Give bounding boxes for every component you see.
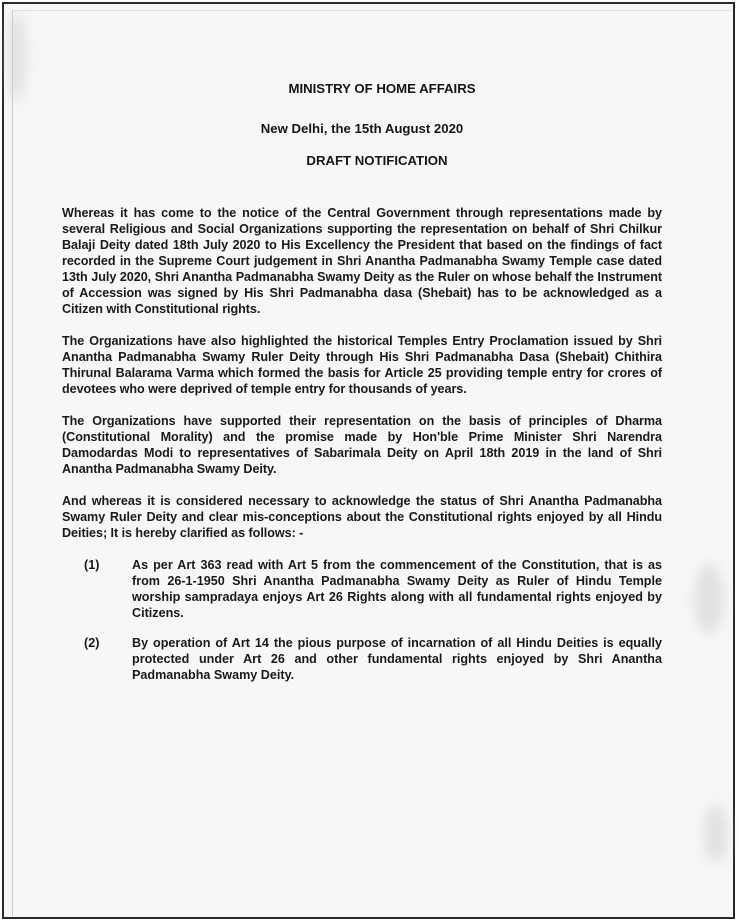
document-frame	[2, 2, 735, 919]
scan-smudge	[8, 12, 26, 102]
date-line	[62, 121, 662, 137]
list-item	[84, 557, 662, 621]
paragraph-clarification: And whereas it is considered necessary to acknowledge the status of Shri Anantha Padmanabha Swamy Ruler Deity and clear mis-conceptions about the Constitutional rights enjoyed by all Hindu Deities; It is hereby clarified as follows: -	[62, 494, 662, 540]
date-text: New Delhi, the 15th August 2020	[260, 121, 464, 136]
ministry-heading: MINISTRY OF HOME AFFAIRS	[288, 81, 476, 96]
scan-smudge	[694, 564, 724, 634]
list-item	[84, 635, 662, 683]
scan-smudge	[704, 804, 728, 864]
paragraph-dharma: The Organizations have supported their representation on the basis of principles of Dharma (Constitutional Morality) and the promise made by Hon'ble Prime Minister Shri Narendra Damodardas Modi to representatives of Sabarimala Deity on April 18th 2019 in the land of Shri Anantha Padmanabha Swamy Deity.	[62, 414, 662, 476]
document-page	[62, 76, 662, 683]
paragraph-temple-entry: The Organizations have also highlighted the historical Temples Entry Proclamation issued by Shri Anantha Padmanabha Swamy Ruler Deity through His Shri Padmanabha Dasa (Shebait) Chithira Thirunal Balarama Varma which formed the basis for Article 25 providing temple entry for crores of devotees who were deprived of temple entry for thousands of years.	[62, 334, 662, 396]
item-text: By operation of Art 14 the pious purpose of incarnation of all Hindu Deities is equally protected under Art 26 and other fundamental rights enjoyed by Shri Anantha Padmanabha Swamy Deity.	[132, 636, 662, 682]
paragraph-whereas: Whereas it has come to the notice of the Central Government through representations made by several Religious and Social Organizations supporting the representation on behalf of Shri Chilkur Balaji Deity dated 18th July 2020 to His Excellency the President that based on the findings of fact recorded in the Supreme Court judgement in Shri Anantha Padmanabha Swamy Temple case dated 13th July 2020, Shri Anantha Padmanabha Swamy Deity as the Ruler on whose behalf the Instrument of Accession was signed by His Shri Padmanabha dasa (Shebait) has to be acknowledged as a Citizen with Constitutional rights.	[62, 206, 662, 316]
item-number: (2)	[84, 636, 100, 650]
item-text: As per Art 363 read with Art 5 from the commencement of the Constitution, that is as from 26-1-1950 Shri Anantha Padmanabha Swamy Deity as Ruler of Hindu Temple worship sampradaya enjoys Art 26 Rights along with all fundamental rights enjoyed by Citizens.	[132, 558, 662, 620]
item-number: (1)	[84, 558, 100, 572]
document-title: DRAFT NOTIFICATION	[306, 153, 448, 168]
